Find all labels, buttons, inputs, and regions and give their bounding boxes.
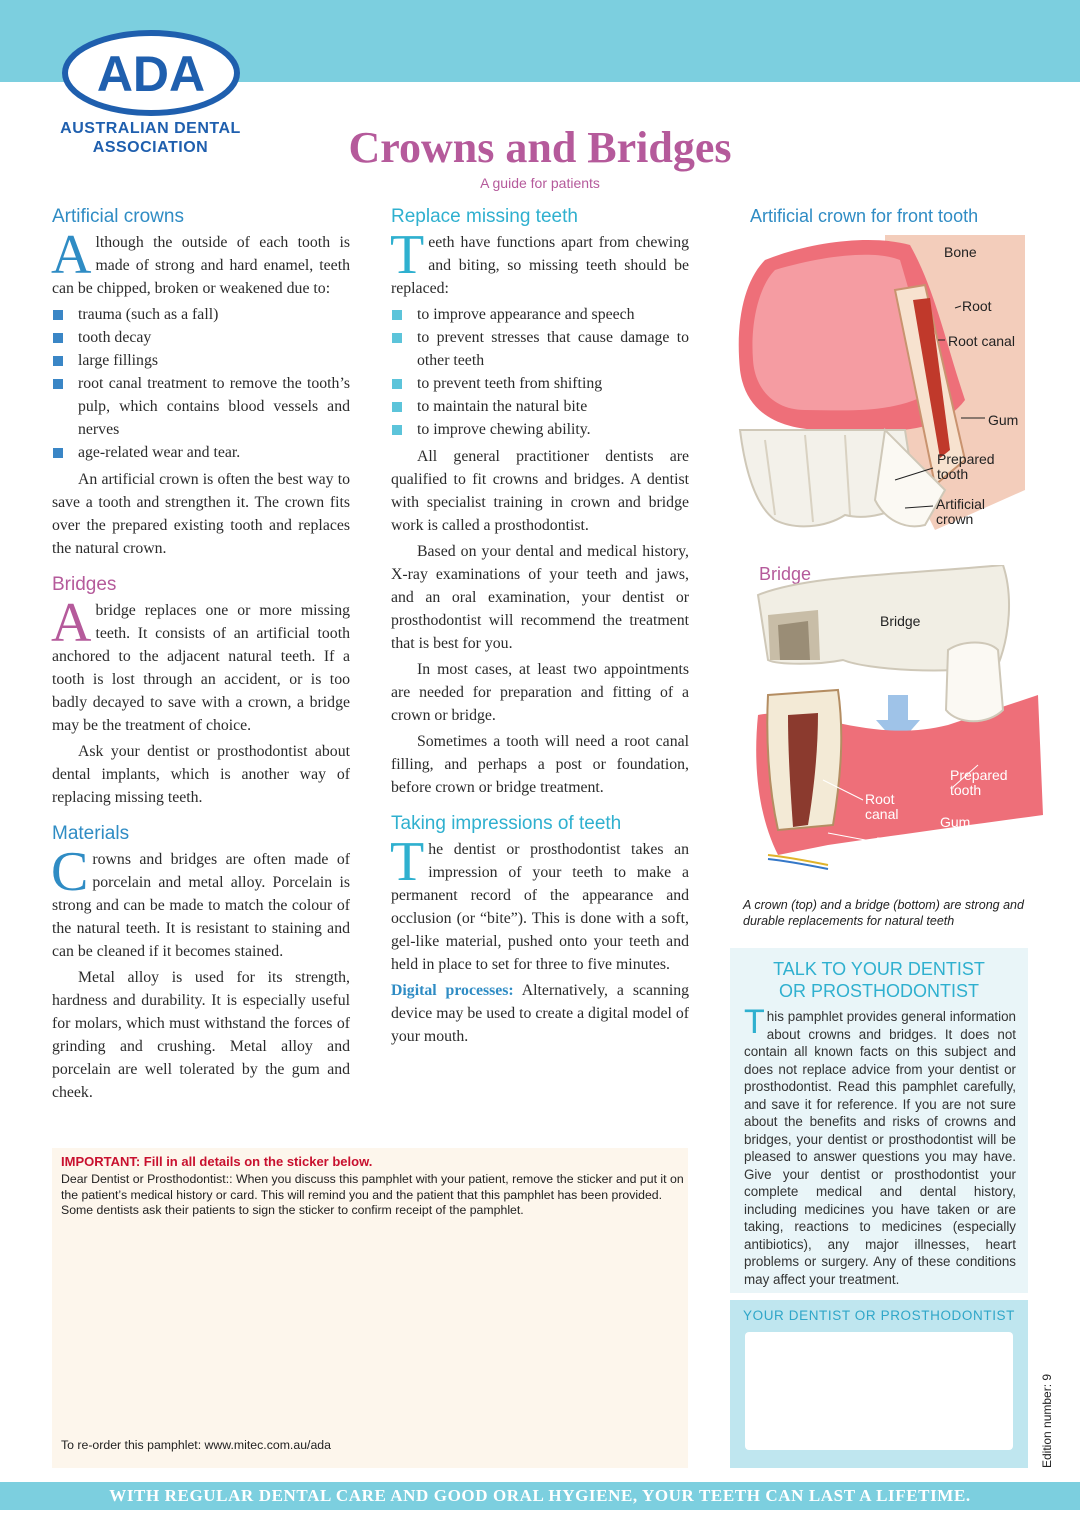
reasons-list	[391, 303, 689, 441]
label-artificial-crown: Artificial crown	[936, 496, 986, 527]
label-prepared-tooth: Prepared tooth	[937, 451, 995, 482]
list-item: trauma (such as a fall)	[52, 303, 350, 326]
figure-caption: A crown (top) and a bridge (bottom) are strong and durable replacements for natural teeth	[743, 898, 1024, 928]
sticker-instructions: Dear Dentist or Prosthodontist:: When you discuss this pamphlet with your patient, remove the sticker and put it on the patient’s medical history or card. This will remind you and the patient that this pamphlet has been provided. Some dentists ask their patients to sign the sticker to confirm receipt of the pamphlet.	[61, 1172, 684, 1217]
talk-to-dentist-box	[730, 948, 1028, 1293]
drop-cap: C	[51, 841, 89, 903]
dentist-details-field[interactable]	[745, 1332, 1013, 1450]
list-item: tooth decay	[52, 326, 350, 349]
label-bone: Bone	[944, 244, 977, 260]
impressions-para-1	[390, 831, 689, 976]
list-item: age-related wear and tear.	[52, 441, 350, 464]
logo-text: ADA	[96, 46, 206, 102]
list-item: root canal treatment to remove the tooth’s pulp, which contains blood vessels and nerves	[52, 372, 350, 441]
reorder-info: To re-order this pamphlet: www.mitec.com.au/ada	[61, 1438, 331, 1452]
drop-cap: A	[51, 592, 92, 654]
label-gum-bridge: Gum	[940, 814, 971, 830]
heading-materials: Materials	[52, 823, 130, 844]
list-item: to improve appearance and speech	[391, 303, 689, 326]
replace-para-3: Based on your dental and medical history, X-ray examinations of your teeth and jaws, and an oral examination, your dentist or prosthodontist will recommend the treatment that is best for you.	[391, 543, 689, 652]
important-notice: IMPORTANT: Fill in all details on the sticker below.	[61, 1154, 373, 1169]
causes-list	[52, 303, 350, 464]
footer-banner	[0, 1482, 1080, 1510]
column-middle	[391, 205, 689, 1051]
heading-taking-impressions: Taking impressions of teeth	[391, 813, 622, 834]
figure-title-crown: Artificial crown for front tooth	[750, 206, 979, 226]
bridges-text: bridge replaces one or more missing teeth. It consists of an artificial tooth anchored to the adjacent natural teeth. If a tooth is lost through an accident, or is too badly decayed to save with a crown, a bridge may be the treatment of choice.	[52, 602, 350, 734]
drop-cap: T	[390, 831, 425, 893]
drop-cap: T	[744, 1003, 765, 1041]
sticker-area	[52, 1148, 688, 1468]
your-dentist-box	[730, 1300, 1028, 1468]
ada-logo-emblem	[62, 30, 240, 116]
replace-intro-text: eeth have functions apart from chewing and biting, so missing teeth should be replaced:	[391, 234, 689, 297]
footer-slogan: WITH REGULAR DENTAL CARE AND GOOD ORAL HYGIENE, YOUR TEETH CAN LAST A LIFETIME.	[109, 1486, 971, 1505]
artificial-crowns-intro	[51, 224, 350, 300]
impressions-text: he dentist or prosthodontist takes an impression of your teeth to make a permanent record of the appearance and occlusion (or “bite”). This is done with a soft, gel-like material, pushed onto your teeth and held in place to set for three to five minutes.	[391, 841, 689, 973]
page-subtitle: A guide for patients	[480, 175, 600, 191]
label-root: Root	[962, 298, 992, 314]
heading-replace-missing-teeth: Replace missing teeth	[391, 206, 578, 227]
digital-processes-label: Digital processes:	[391, 982, 514, 999]
list-item: large fillings	[52, 349, 350, 372]
replace-para-2: All general practitioner dentists are qualified to fit crowns and bridges. A dentist with specialist training in crown and bridge work is called a prosthodontist.	[391, 448, 689, 534]
materials-para-2: Metal alloy is used for its strength, hardness and durability. It is especially useful for molars, which must withstand the forces of grinding and crushing. Metal alloy and porcelain are well tolerated by the gum and cheek.	[52, 969, 350, 1101]
replace-para-5: Sometimes a tooth will need a root canal filling, and perhaps a post or foundation, before crown or bridge treatment.	[391, 733, 689, 796]
intro-text: lthough the outside of each tooth is made of strong and hard enamel, teeth can be chipped, broken or weakened due to:	[52, 234, 350, 297]
org-line-1: AUSTRALIAN DENTAL	[60, 120, 241, 137]
label-prepared-tooth-bridge: Prepared tooth	[950, 767, 1008, 798]
artificial-crowns-para: An artificial crown is often the best way to save a tooth and strengthen it. The crown fits over the prepared existing tooth and replaces the natural crown.	[52, 471, 350, 557]
materials-text: rowns and bridges are often made of porcelain and metal alloy. Porcelain is strong and can be made to match the colour of the natural teeth. It is resistant to staining and can be cleaned if it becomes stained.	[52, 851, 350, 960]
talk-body: This pamphlet provides general information about crowns and bridges. It does not contain all known facts on this subject and does not replace advice from your dentist or prosthodontist. Read this pamphlet carefully, and save it for reference. If you are not sure about the benefits and risks of crowns and bridges, your dentist or prosthodontist will be pleased to answer questions you may have. Give your dentist or prosthodontist your complete medical and dental history, including medicines you have taken or are taking, reactions to medicines (especially antibiotics), any major illnesses, heart problems or surgery. Any of these conditions may affect your treatment.	[744, 1003, 1016, 1287]
replace-intro	[390, 224, 689, 300]
impressions-para-2	[391, 979, 689, 1048]
column-left	[52, 205, 350, 1107]
page-title: Crowns and Bridges	[348, 123, 732, 172]
replace-para-4: In most cases, at least two appointments are needed for preparation and fitting of a crown or bridge.	[391, 661, 689, 724]
org-line-2: ASSOCIATION	[92, 139, 209, 156]
label-gum: Gum	[988, 412, 1019, 428]
bridges-para-2: Ask your dentist or prosthodontist about dental implants, which is another way of replacing missing teeth.	[52, 743, 350, 806]
heading-artificial-crowns: Artificial crowns	[52, 206, 184, 227]
label-root-canal: Root canal	[948, 333, 1015, 349]
label-root-canal-bridge: Root canal	[865, 791, 899, 822]
heading-bridges: Bridges	[52, 574, 117, 595]
list-item: to prevent stresses that cause damage to other teeth	[391, 326, 689, 372]
digital-processes-text: Alternatively, a scanning device may be used to create a digital model of your mouth.	[391, 982, 690, 1045]
figure-title-bridge: Bridge	[759, 564, 812, 584]
your-dentist-heading: YOUR DENTIST OR PROSTHODONTIST	[742, 1308, 1015, 1323]
talk-heading: TALK TO YOUR DENTIST OR PROSTHODONTIST	[773, 959, 985, 1001]
label-bridge: Bridge	[880, 613, 921, 629]
list-item: to improve chewing ability.	[391, 418, 689, 441]
list-item: to prevent teeth from shifting	[391, 372, 689, 395]
materials-para-1	[51, 841, 350, 963]
bridges-para-1	[51, 592, 350, 737]
label-root-bridge: Root	[876, 834, 906, 850]
drop-cap: A	[51, 224, 92, 286]
crown-illustration	[735, 230, 1035, 555]
drop-cap: T	[390, 224, 425, 286]
edition-number: Edition number: 9	[1040, 1373, 1054, 1468]
list-item: to maintain the natural bite	[391, 395, 689, 418]
